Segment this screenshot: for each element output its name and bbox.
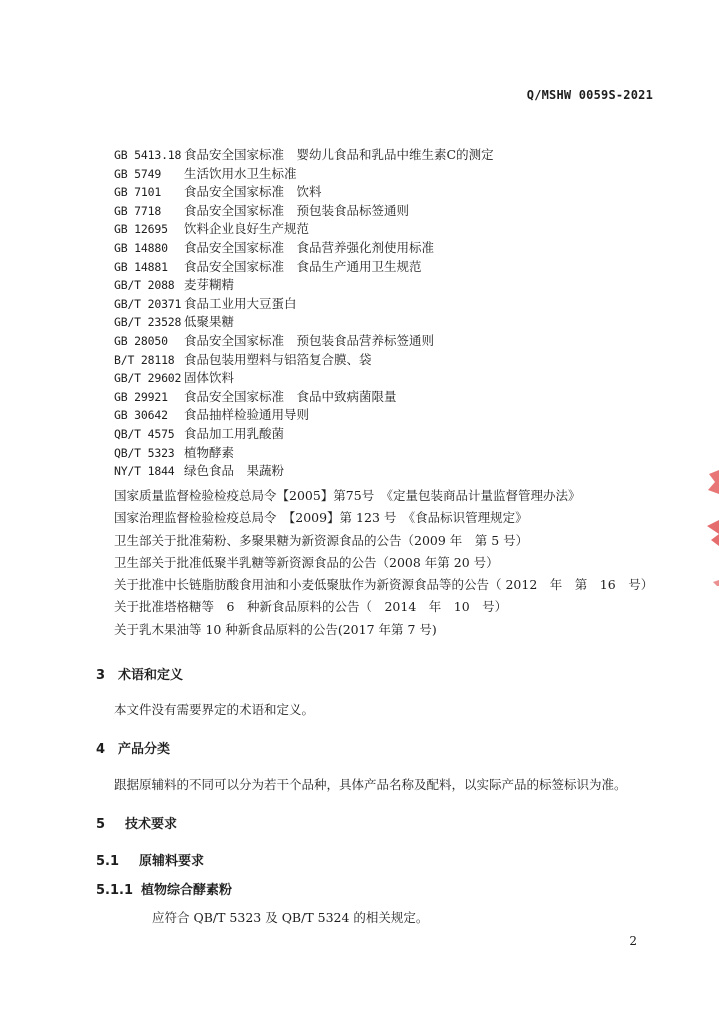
regulation-item: 关于乳木果油等 10 种新食品原料的公告(2017 年第 7 号): [114, 621, 437, 637]
reference-item: [114, 406, 674, 425]
regulations-list: [114, 485, 694, 641]
section-5-1-1-text: 应符合 QB/T 5323 及 QB/T 5324 的相关规定。: [152, 910, 429, 925]
normative-references-list: [114, 146, 674, 481]
reference-item: [114, 202, 674, 221]
reference-item: [114, 183, 674, 202]
section-title: 植物综合酵素粉: [141, 883, 233, 898]
reference-item: [114, 165, 674, 184]
reference-code: QB/T 4575: [114, 426, 175, 441]
regulation-item: 关于批准塔格糖等 6 种新食品原料的公告（ 2014 年 10 号）: [114, 599, 508, 615]
section-4-text: 跟据原辅料的不同可以分为若干个品种，具体产品名称及配料，以实际产品的标签标识为准。: [114, 777, 627, 792]
reference-code: GB/T 23528: [114, 315, 182, 330]
section-title: 原辅料要求: [139, 854, 205, 869]
regulation-item: 卫生部关于批准低聚半乳糖等新资源食品的公告（2008 年第 20 号）: [114, 554, 499, 570]
reference-title: 饮料企业良好生产规范: [184, 221, 310, 237]
section-4-heading: [96, 738, 170, 757]
reference-item: [114, 258, 674, 277]
regulation-item: 关于批准中长链脂肪酸食用油和小麦低聚肽作为新资源食品等的公告（ 2012 年 第 16 号）: [114, 577, 654, 593]
regulation-item: 卫生部关于批准菊粉、多聚果糖为新资源食品的公告（2009 年 第 5 号）: [114, 532, 529, 548]
section-number: 4: [96, 742, 106, 757]
reference-code: GB 30642: [114, 408, 168, 423]
section-3-text: 本文件没有需要界定的术语和定义。: [114, 702, 315, 717]
section-number: 5: [96, 817, 106, 832]
reference-item: [114, 351, 674, 370]
reference-item: [114, 146, 674, 165]
reference-code: B/T 28118: [114, 352, 175, 367]
reference-code: GB 28050: [114, 333, 168, 348]
reference-code: GB 14880: [114, 240, 168, 255]
reference-item: [114, 313, 674, 332]
section-5-1-heading: [96, 850, 204, 869]
reference-title: 食品加工用乳酸菌: [184, 425, 285, 441]
reference-item: [114, 239, 674, 258]
regulation-item: 国家治理监督检验检疫总局令 【2009】第 123 号 《食品标识管理规定》: [114, 510, 528, 526]
regulation-item: 国家质量监督检验检疫总局令【2005】第75号 《定量包装商品计量监督管理办法》: [114, 488, 581, 503]
reference-title: 食品工业用大豆蛋白: [184, 295, 297, 311]
page-number: 2: [629, 934, 637, 948]
document-code: Q/MSHW 0059S-2021: [526, 88, 653, 102]
reference-title: 食品抽样检验通用导则: [184, 407, 310, 423]
reference-code: GB 5749: [114, 166, 162, 181]
reference-code: NY/T 1844: [114, 464, 175, 479]
reference-item: [114, 295, 674, 314]
reference-item: [114, 220, 674, 239]
reference-title: 食品安全国家标准 婴幼儿食品和乳品中维生素C的测定: [184, 147, 494, 162]
reference-title: 固体饮料: [184, 370, 235, 386]
section-3-heading: [96, 664, 183, 683]
reference-title: 绿色食品 果蔬粉: [184, 463, 285, 479]
reference-code: QB/T 5323: [114, 445, 175, 460]
section-5-1-1-heading: [96, 879, 232, 898]
reference-title: 低聚果糖: [184, 314, 235, 330]
reference-title: 食品安全国家标准 食品生产通用卫生规范: [184, 258, 422, 274]
section-title: 术语和定义: [118, 668, 184, 683]
section-title: 产品分类: [118, 742, 171, 757]
reference-code: GB 5413.18: [114, 148, 182, 162]
reference-item: [114, 388, 674, 407]
reference-code: GB 7718: [114, 203, 162, 218]
reference-code: GB 29921: [114, 389, 168, 404]
reference-item: [114, 332, 674, 351]
reference-item: [114, 425, 674, 444]
reference-title: 食品安全国家标准 预包装食品营养标签通则: [184, 332, 435, 348]
reference-code: GB/T 29602: [114, 371, 182, 386]
stamp-fragment-icon: [705, 468, 719, 588]
reference-title: 食品安全国家标准 食品中致病菌限量: [184, 388, 397, 404]
reference-title: 麦芽糊精: [184, 277, 235, 293]
section-title: 技术要求: [125, 817, 178, 832]
reference-title: 食品安全国家标准 饮料: [184, 184, 322, 200]
section-number: 5.1.1: [96, 883, 134, 898]
section-5-heading: [96, 813, 177, 832]
reference-code: GB 12695: [114, 222, 168, 237]
reference-code: GB 7101: [114, 185, 162, 200]
reference-item: [114, 444, 674, 463]
section-number: 3: [96, 668, 106, 683]
reference-title: 食品安全国家标准 食品营养强化剂使用标准: [184, 239, 435, 255]
reference-title: 生活饮用水卫生标准: [184, 165, 297, 181]
reference-item: [114, 462, 674, 481]
section-number: 5.1: [96, 854, 120, 869]
reference-code: GB/T 20371: [114, 296, 182, 311]
reference-title: 食品安全国家标准 预包装食品标签通则: [184, 202, 410, 218]
reference-code: GB 14881: [114, 259, 168, 274]
reference-title: 食品包装用塑料与铝箔复合膜、袋: [184, 351, 372, 367]
reference-item: [114, 369, 674, 388]
reference-code: GB/T 2088: [114, 278, 175, 293]
reference-title: 植物酵素: [184, 444, 235, 460]
reference-item: [114, 276, 674, 295]
